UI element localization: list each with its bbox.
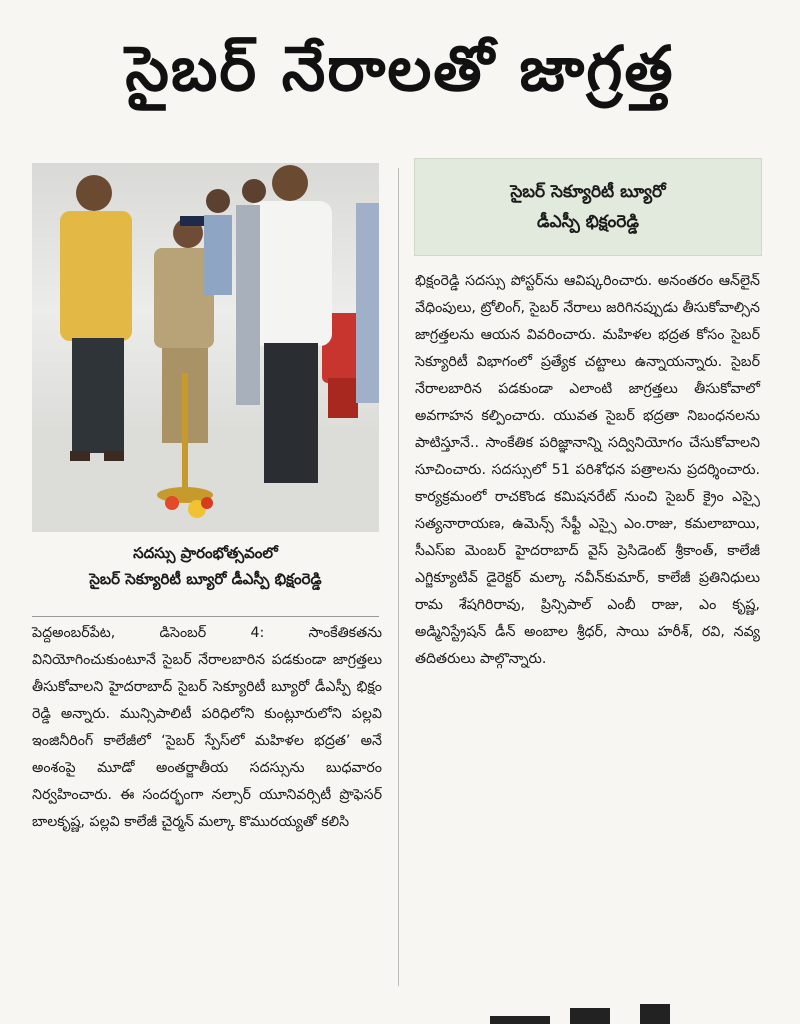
caption-divider [32, 616, 379, 617]
article-column-left [32, 620, 382, 836]
column-divider [398, 168, 399, 986]
event-photo [32, 163, 379, 532]
highlight-line-1: సైబర్ సెక్యూరిటీ బ్యూరో [510, 182, 666, 202]
article-paragraph: భిక్షంరెడ్డి సదస్సు పోస్టర్‌ను ఆవిష్కరించారు. అనంతరం ఆన్‌లైన్ వేధింపులు, ట్రోలింగ్, సైబర్ నేరాలు జరిగినప్పుడు తీసుకోవాల్సిన జాగ్రత్తలను ఆయన వివరించారు. మహిళల భద్రత కోసం సైబర్ సెక్యూరిటీ విభాగంలో ప్రత్యేక చట్టాలు ఉన్నాయన్నారు. సైబర్ నేరాలబారిన పడకుండా ఎలాంటి జాగ్రత్తలు తీసుకోవాలో అవగాహన కల్పించారు. యువత సైబర్ భద్రతా నిబంధనలను పాటిస్తూనే.. సాంకేతిక పరిజ్ఞానాన్ని సద్వినియోగం చేసుకోవాలని సూచించారు. సదస్సులో 51 పరిశోధన పత్రాలను ప్రదర్శించారు. కార్యక్రమంలో రాచకొండ కమిషనరేట్ నుంచి సైబర్ క్రైం ఎస్సై సత్యనారాయణ, ఉమెన్స్ సేఫ్టీ ఎస్సై ఎం.రాజు, కమలాబాయి, సీఎస్ఐ మెంబర్ హైదరాబాద్ వైస్ ప్రెసిడెంట్ శ్రీకాంత్, కాలేజీ ఎగ్జిక్యూటివ్ డైరెక్టర్ మల్కా నవీన్‌కుమార్, కాలేజీ ప్రతినిధులు రామ శేషగిరిరావు, ప్రిన్సిపాల్ ఎంబీ రాజు, ఎం కృష్ణ, అడ్మినిస్ట్రేషన్ డీన్ అంబాల శ్రీధర్, సాయి హరీశ్, రవి, నవ్య తదితరులు పాల్గొన్నారు. [415, 273, 760, 667]
next-article-fragment [490, 1004, 700, 1024]
article-column-right [415, 268, 760, 673]
highlight-box [414, 158, 762, 256]
photo-caption [32, 540, 379, 612]
article-paragraph: పెద్దఅంబర్‌పేట, డిసెంబర్ 4: సాంకేతికతను వినియోగించుకుంటూనే సైబర్ నేరాలబారిన పడకుండా జాగ్రత్తలు తీసుకోవాలని హైదరాబాద్ సైబర్ సెక్యూరిటీ బ్యూరో డీఎస్పీ భిక్షం రెడ్డి అన్నారు. మున్సిపాలిటీ పరిధిలోని కుంట్లూరులోని పల్లవి ఇంజినీరింగ్ కాలేజీలో ‘సైబర్ స్పేస్‌లో మహిళల భద్రత’ అనే అంశంపై మూడో అంతర్జాతీయ సదస్సును బుధవారం నిర్వహించారు. ఈ సందర్భంగా నల్సార్ యూనివర్సిటీ ప్రొఫెసర్ బాలకృష్ణ, పల్లవి కాలేజీ చైర్మన్ మల్కా కొమురయ్యతో కలిసి [32, 625, 382, 830]
caption-line-2: సైబర్ సెక్యూరిటీ బ్యూరో డీఎస్పీ భిక్షంరెడ్డి [89, 570, 322, 588]
highlight-line-2: డీఎస్పీ భిక్షంరెడ్డి [537, 212, 639, 232]
caption-line-1: సదస్సు ప్రారంభోత్సవంలో [133, 544, 278, 562]
headline: సైబర్ నేరాలతో జాగ్రత్త [125, 31, 675, 105]
